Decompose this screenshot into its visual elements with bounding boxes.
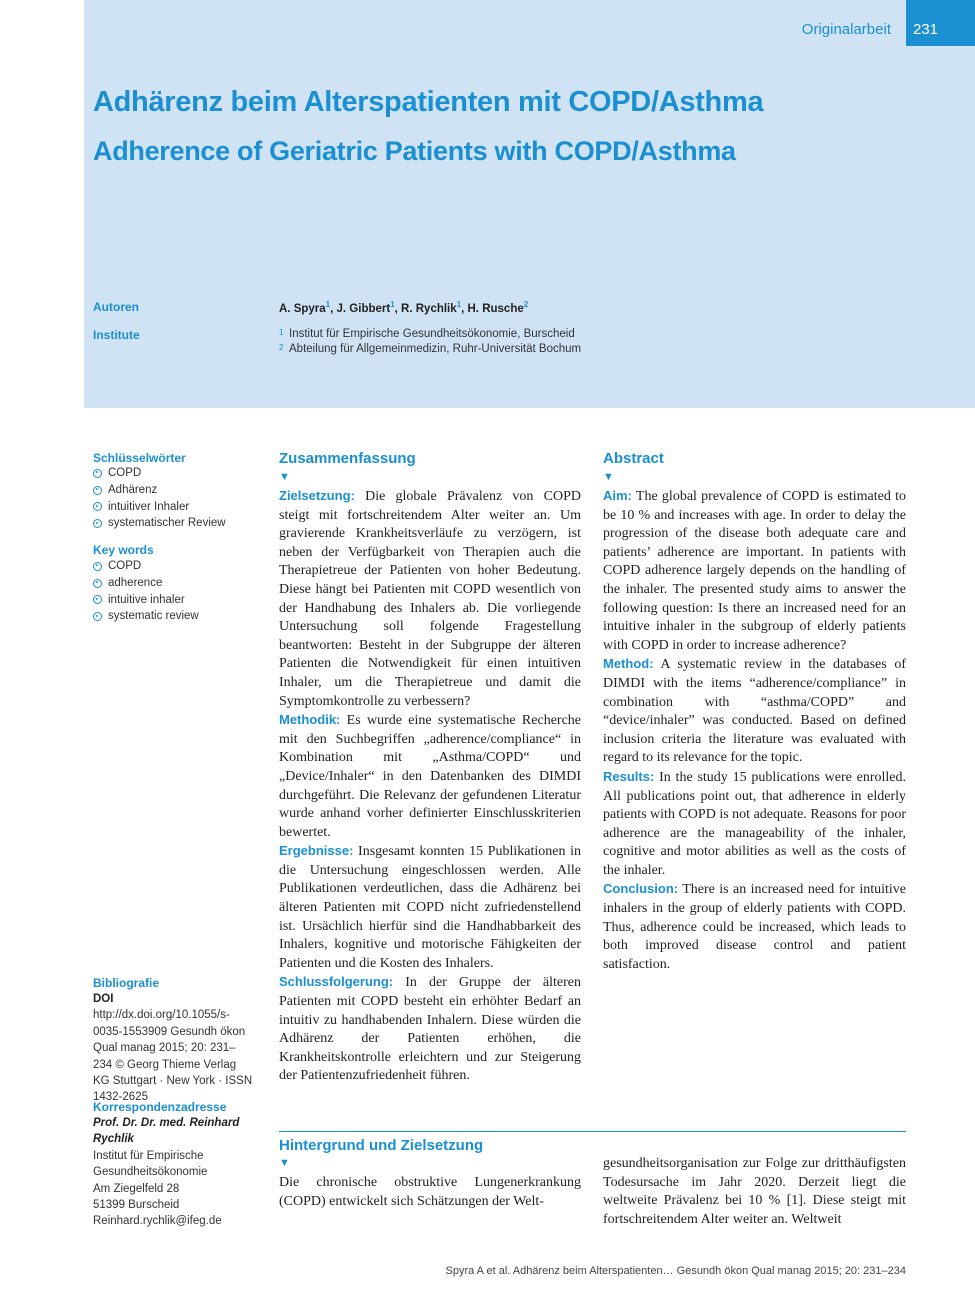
bullet-arrow-icon [93, 469, 102, 478]
institute-number: 1 [279, 328, 284, 337]
abstract-paragraph [603, 880, 906, 974]
bibliography-heading: Bibliografie [93, 976, 160, 990]
keyword-text: systematischer Review [108, 517, 226, 530]
abstract-paragraph [279, 842, 581, 973]
keyword-item [93, 515, 226, 532]
keyword-item [93, 575, 199, 592]
author-affiliation: 1 [456, 300, 462, 309]
author-affiliation: 1 [325, 300, 331, 309]
abstract-body [603, 487, 906, 974]
abstract-paragraph [603, 768, 906, 881]
author-name: A. Spyra [279, 302, 326, 315]
institute-text: Institut für Empirische Gesundheitsökonomie, Burscheid [289, 328, 575, 340]
bibliography-body: http://dx.doi.org/10.1055/s-0035-1553909 Gesundh ökon Qual manag 2015; 20: 231–234 © Georg Thieme Verlag KG Stuttgart · New York · ISSN 1432-2625 [93, 1009, 253, 1104]
keyword-item [93, 499, 226, 516]
keyword-text: intuitiver Inhaler [108, 500, 190, 513]
institute-line [279, 328, 575, 340]
address-line: Gesundheitsökonomie [93, 1166, 208, 1179]
zusammenfassung-heading: Zusammenfassung [279, 450, 416, 467]
correspondence-address [93, 1115, 253, 1230]
paragraph-label: Conclusion: [603, 881, 679, 897]
email-address: Reinhard.rychlik@ifeg.de [93, 1215, 222, 1228]
paragraph-text: Insgesamt konnten 15 Publikationen in die Untersuchung eingeschlossen werden. Alle Publikationen verdeutlichen, dass die Adhärenz bei älteren Patienten mit COPD nicht zufriedenstellend ist. Ursächlich hierfür sind die Handhabbarkeit des Inhalers, kognitive und motorische Fähigkeiten der Patienten und die Kosten des Inhalers. [279, 844, 581, 971]
abstract-paragraph [603, 487, 906, 655]
page-number: 231 [913, 21, 939, 38]
section-marker-icon: ▼ [279, 471, 290, 483]
keyword-text: intuitive inhaler [108, 593, 185, 606]
section-label: Originalarbeit [801, 21, 891, 38]
doi-label: DOI [93, 993, 114, 1005]
paragraph-label: Methodik: [279, 712, 341, 728]
keyword-item [93, 608, 199, 625]
background-heading: Hintergrund und Zielsetzung [279, 1137, 484, 1154]
keywords-english-list [93, 558, 199, 625]
paragraph-label: Ergebnisse: [279, 843, 354, 859]
abstract-paragraph [279, 973, 581, 1086]
keyword-text: COPD [108, 560, 142, 572]
keywords-english-heading: Key words [93, 543, 154, 557]
abstract-paragraph [603, 655, 906, 768]
institute-text: Abteilung für Allgemeinmedizin, Ruhr-Universität Bochum [289, 343, 582, 355]
section-divider [279, 1131, 906, 1132]
paragraph-label: Schlussfolgerung: [279, 974, 394, 990]
paragraph-text: In der Gruppe der älteren Patienten mit COPD besteht ein erhöhter Bedarf an intuitiv zu handhabenden Inhalern. Diese würden die Adhärenz der Patienten erhöhen, die Krankheitskontrolle erleichtern und zur Steigerung der Patientenzufriedenheit führen. [279, 975, 581, 1084]
page-footer: Spyra A et al. Adhärenz beim Alterspatienten… Gesundh ökon Qual manag 2015; 20: 231–234 [445, 1265, 906, 1277]
bullet-arrow-icon [93, 519, 102, 528]
background-column-1: Die chronische obstruktive Lungenerkrankung (COPD) entwickelt sich Schätzungen der Welt- [279, 1175, 581, 1209]
bibliography-text [93, 991, 253, 1106]
background-column-2: gesundheitsorganisation zur Folge zur dritthäufigsten Todesursache im Jahr 2020. Derzeit liegt die weltweite Prävalenz bei 10 % [1]. Diese steigt mit fortschreitendem Alter weiter an. Weltweit [603, 1156, 906, 1227]
paragraph-text: The global prevalence of COPD is estimated to be 10 % and increases with age. In order to delay the progression of the disease both adequate care and patients’ adherence are important. In patients with COPD adherence largely depends on the handling of the inhaler. The presented study aims to answer the following question: Is there an increased need for an intuitive inhaler in the subgroup of elderly patients with COPD in order to increase adherence? [603, 489, 906, 653]
correspondence-heading: Korrespondenzadresse [93, 1100, 227, 1114]
authors-label: Autoren [93, 300, 139, 314]
paragraph-text: There is an increased need for intuitive inhalers in the group of elderly patients with COPD. Thus, adherence could be increased, which leads to both improved disease control and patient satisfaction. [603, 882, 906, 972]
authors-line: A. Spyra$^1$, J. Gibbert$^1$, R. Rychlik$^1$, H. Rusche$^2$ [279, 300, 529, 315]
paragraph-label: Aim: [603, 488, 632, 503]
author-name: H. Rusche [467, 302, 524, 315]
abstract-paragraph [279, 711, 581, 842]
keyword-item [93, 465, 226, 482]
institutes-label: Institute [93, 328, 140, 342]
section-marker-icon: ▼ [279, 1157, 290, 1169]
paragraph-text: In the study 15 publications were enrolled. All publications point out, that adherence in elderly patients with COPD is not adequate. Reasons for poor adherence are the manageability of the inhaler, cognitive and motor abilities as well as the costs of the inhaler. [603, 769, 906, 878]
zusammenfassung-body [279, 487, 581, 1086]
institute-number: 2 [279, 343, 284, 352]
abstract-heading: Abstract [603, 450, 664, 467]
bullet-arrow-icon [93, 486, 102, 495]
article-title-english: Adherence of Geriatric Patients with COPD/Asthma [93, 136, 736, 166]
keywords-german-heading: Schlüsselwörter [93, 451, 186, 465]
bullet-arrow-icon [93, 502, 102, 511]
paragraph-label: Results: [603, 768, 655, 784]
address-line: 51399 Burscheid [93, 1199, 180, 1212]
keyword-item [93, 592, 199, 609]
bullet-arrow-icon [93, 562, 102, 571]
abstract-paragraph [279, 487, 581, 711]
paragraph-label: Method: [603, 656, 654, 672]
paragraph-text: A systematic review in the databases of DIMDI with the items “adherence/compliance” in combination with “asthma/COPD” and “device/inhaler” was conducted. Based on defined inclusion criteria the literature was evaluated with regard to its relevance for the topic. [603, 657, 906, 766]
bullet-arrow-icon [93, 612, 102, 621]
address-line: Institut für Empirische [93, 1149, 204, 1162]
paragraph-label: Zielsetzung: [279, 488, 355, 503]
author-name: J. Gibbert [336, 302, 391, 315]
section-marker-icon: ▼ [603, 471, 614, 483]
paragraph-text: Die globale Prävalenz von COPD steigt mit fortschreitendem Alter weiter an. Um gravierende Krankheitsverläufe zu verzögern, ist neben der Verfügbarkeit von Therapien auch die Therapietreue der Patienten von hoher Bedeutung. Diese hängt bei Patienten mit COPD wesentlich von der Handhabung des Inhalers ab. Die vorliegende Untersuchung soll folgende Fragestellung beantworten: Besteht in der Subgruppe der älteren Patienten die Notwendigkeit für einen intuitiven Inhaler, um die Therapietreue und damit die Symptomkontrolle zu verbessern? [279, 489, 581, 709]
keyword-item [93, 482, 226, 499]
keyword-text: systematic review [108, 610, 199, 623]
keyword-item [93, 558, 199, 575]
article-title-german: Adhärenz beim Alterspatienten mit COPD/Asthma [93, 86, 764, 118]
author-affiliation: 1 [390, 300, 395, 309]
keywords-german-list [93, 465, 226, 532]
bullet-arrow-icon [93, 579, 102, 588]
author-affiliation: 2 [523, 300, 529, 309]
keyword-text: COPD [108, 467, 142, 479]
keyword-text: Adhärenz [108, 483, 158, 496]
institute-line [279, 343, 581, 355]
correspondence-name: Prof. Dr. Dr. med. Reinhard Rychlik [93, 1117, 240, 1146]
author-name: R. Rychlik [401, 302, 457, 315]
bullet-arrow-icon [93, 595, 102, 604]
paragraph-text: Es wurde eine systematische Recherche mit den Suchbegriffen „adherence/compliance“ in Kombination mit „Asthma/COPD“ und „Device/Inhaler“ in den Datenbanken des DIMDI durchgeführt. Die Relevanz der gefundenen Literatur wurde anhand vorher definierter Einschlusskriterien bewertet. [279, 713, 581, 840]
address-line: Am Ziegelfeld 28 [93, 1182, 180, 1195]
keyword-text: adherence [108, 576, 163, 589]
